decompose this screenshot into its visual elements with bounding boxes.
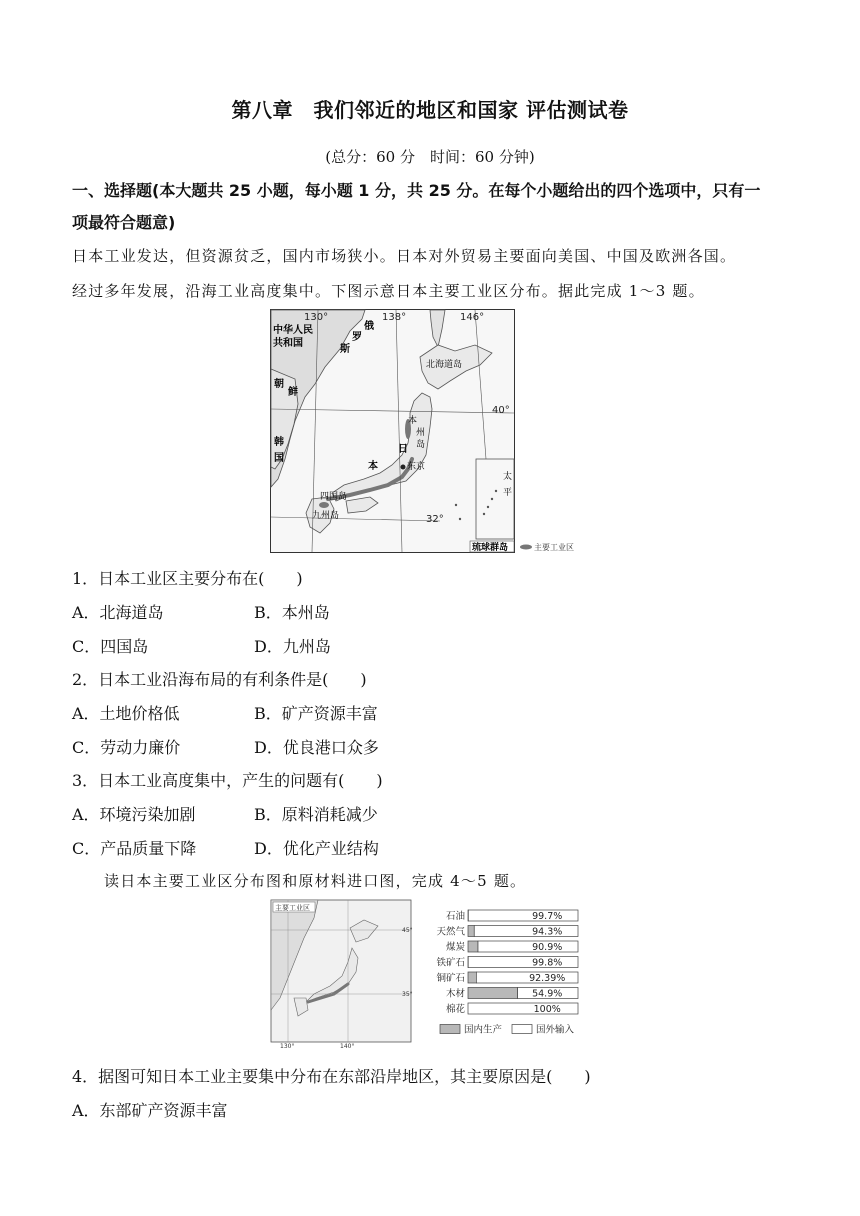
q1-option-a: A．北海道岛 xyxy=(72,603,164,622)
q2-option-c: C．劳动力廉价 xyxy=(72,738,181,757)
bar-domestic xyxy=(468,972,476,983)
label-honshu-1: 本 xyxy=(408,416,418,426)
lat-label-40: 40° xyxy=(492,405,510,416)
page-title: 第八章 我们邻近的地区和国家 评估测试卷 xyxy=(231,98,629,122)
question-4-stem: 4．据图可知日本工业主要集中分布在东部沿岸地区，其主要原因是( ) xyxy=(72,1067,591,1086)
data-label: 54.9% xyxy=(532,988,563,1000)
q1-option-d: D．九州岛 xyxy=(254,637,331,656)
label-shikoku: 四国岛 xyxy=(320,492,348,502)
q2-option-b: B．矿产资源丰富 xyxy=(254,704,378,723)
legend-swatch-industry xyxy=(520,545,532,550)
legend-swatch xyxy=(440,1025,460,1034)
category-label: 天然气 xyxy=(436,926,465,938)
q2-option-a: A．土地价格低 xyxy=(72,704,180,723)
legend-label: 国外输入 xyxy=(536,1024,575,1036)
q2-option-d: D．优良港口众多 xyxy=(254,738,379,757)
q1-option-b: B．本州岛 xyxy=(254,603,330,622)
label-kyushu: 九州岛 xyxy=(312,511,340,521)
label-honshu-3: 岛 xyxy=(416,440,426,450)
label-pacific-1: 太 xyxy=(503,472,513,482)
intro2-line: 读日本主要工业区分布图和原材料进口图，完成 4～5 题。 xyxy=(104,872,527,890)
label-japan-2: 本 xyxy=(368,461,378,472)
label-korea-n-2: 鲜 xyxy=(288,387,298,398)
label-honshu-2: 州 xyxy=(416,428,426,438)
legend-swatch xyxy=(512,1025,532,1034)
lat-label-32: 32° xyxy=(426,514,444,525)
category-label: 铜矿石 xyxy=(436,973,465,984)
legend-industry-label: 主要工业区 xyxy=(534,543,574,552)
data-label: 99.8% xyxy=(532,957,563,969)
category-label: 石油 xyxy=(445,911,465,922)
intro-line2: 经过多年发展，沿海工业高度集中。下图示意日本主要工业区分布。据此完成 1～3 题。 xyxy=(72,282,705,300)
map2-lon-140: 140° xyxy=(340,1043,355,1048)
category-label: 木材 xyxy=(445,988,465,1000)
q3-option-a: A．环境污染加剧 xyxy=(72,805,196,824)
label-russia-1: 俄 xyxy=(364,321,374,332)
question-2-stem: 2．日本工业沿海布局的有利条件是( ) xyxy=(72,670,367,689)
map2-lat-35: 35° xyxy=(402,991,413,998)
tokyo-marker xyxy=(401,465,406,470)
label-japan-1: 日 xyxy=(398,444,408,455)
map2-lon-130: 130° xyxy=(280,1043,295,1048)
map2-legend-label: 主要工业区 xyxy=(275,904,310,912)
q3-option-b: B．原料消耗减少 xyxy=(254,805,378,824)
intro-line1: 日本工业发达，但资源贫乏，国内市场狭小。日本对外贸易主要面向美国、中国及欧洲各国。 xyxy=(72,247,737,265)
label-china-2: 共和国 xyxy=(273,338,303,349)
bar-domestic xyxy=(468,926,474,937)
bar-import xyxy=(468,1003,578,1014)
q3-option-d: D．优化产业结构 xyxy=(254,839,379,858)
label-russia-3: 斯 xyxy=(340,344,350,355)
japan-industry-map xyxy=(270,309,588,557)
figure-2 xyxy=(268,898,594,1052)
label-hokkaido: 北海道岛 xyxy=(426,360,463,370)
question-1-stem: 1．日本工业区主要分布在( ) xyxy=(72,569,303,588)
label-korea-s-2: 国 xyxy=(274,453,284,464)
label-china-1: 中华人民 xyxy=(273,325,313,336)
label-russia-2: 罗 xyxy=(352,332,362,343)
category-label: 铁矿石 xyxy=(436,957,465,969)
data-label: 99.7% xyxy=(532,911,563,922)
lon-label-130: 130° xyxy=(304,312,329,323)
legend-label: 国内生产 xyxy=(464,1024,503,1036)
bar-domestic xyxy=(468,941,478,952)
small-japan-map xyxy=(271,900,413,1048)
section-heading-line2: 项最符合题意) xyxy=(72,213,176,232)
q1-option-c: C．四国岛 xyxy=(72,637,149,656)
lon-label-146: 146° xyxy=(460,312,485,323)
data-label: 94.3% xyxy=(532,926,563,938)
question-3-stem: 3．日本工业高度集中，产生的问题有( ) xyxy=(72,771,383,790)
section-heading-line1: 一、选择题(本大题共 25 小题，每小题 1 分，共 25 分。在每个小题给出的四个选项中，只有一 xyxy=(72,181,761,200)
q4-option-a: A．东部矿产资源丰富 xyxy=(72,1101,228,1120)
data-label: 90.9% xyxy=(532,942,563,953)
import-chart xyxy=(436,910,578,1036)
label-korea-n-1: 朝 xyxy=(274,379,284,390)
map2-lat-45: 45° xyxy=(402,927,413,934)
label-pacific-2: 平 xyxy=(503,488,513,498)
label-korea-s-1: 韩 xyxy=(274,437,284,448)
lon-label-138: 138° xyxy=(382,312,407,323)
category-label: 煤炭 xyxy=(445,942,465,953)
bar-domestic xyxy=(468,988,518,999)
bar-import xyxy=(478,941,578,952)
data-label: 92.39% xyxy=(529,973,566,984)
label-tokyo: 东京 xyxy=(407,462,426,472)
bar-import xyxy=(474,926,578,937)
exam-meta: (总分：60 分 时间：60 分钟) xyxy=(325,148,535,166)
data-label: 100% xyxy=(533,1004,561,1015)
label-ryukyu: 琉球群岛 xyxy=(472,543,509,553)
q3-option-c: C．产品质量下降 xyxy=(72,839,197,858)
category-label: 棉花 xyxy=(445,1004,465,1015)
